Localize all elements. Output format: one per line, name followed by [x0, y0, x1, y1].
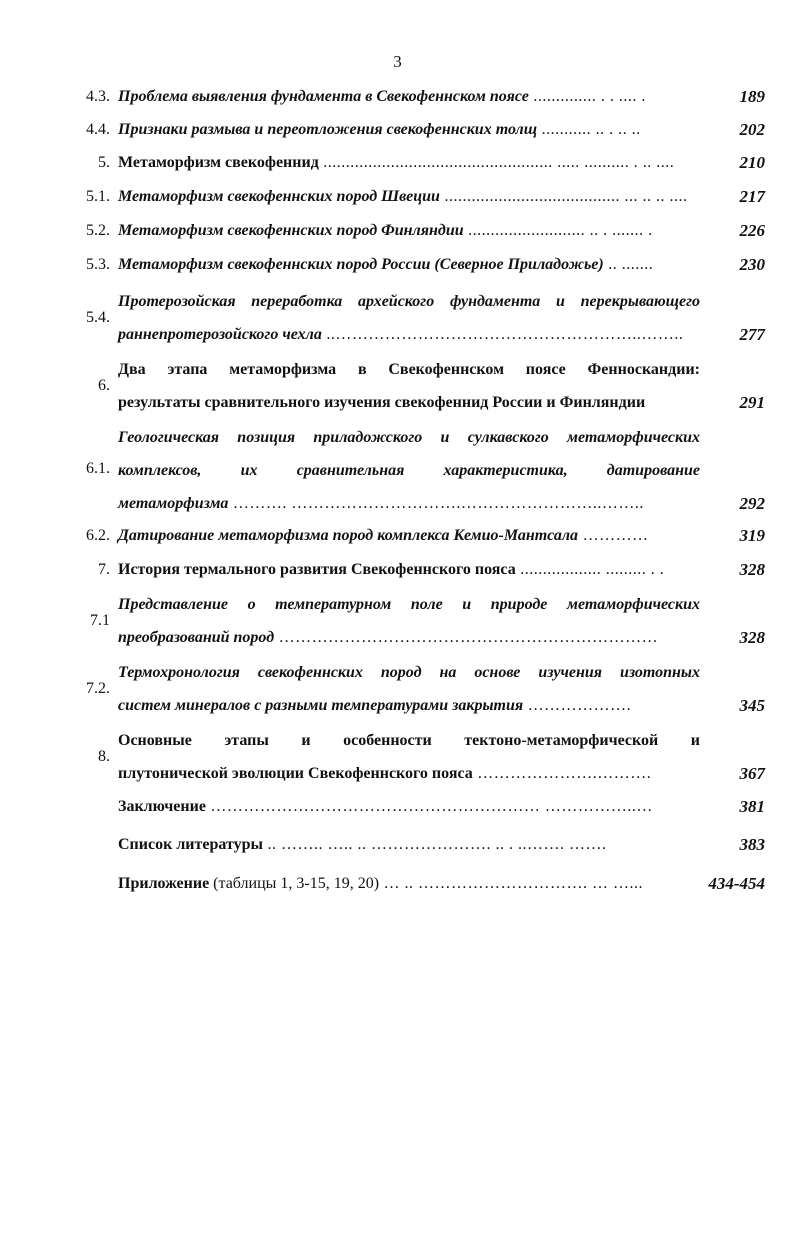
toc-entry-page: 345 — [739, 696, 765, 715]
toc-entry-number: 5.1. — [86, 188, 110, 205]
toc-entry-number: 4.4. — [86, 121, 110, 138]
toc-entry-page: 383 — [739, 835, 765, 854]
toc-entry-page: 210 — [739, 153, 765, 172]
toc-entry-title: Метаморфизм свекофеннид ................................................... ..... .......... . .. .... — [118, 154, 675, 171]
toc-entry-number: 7.2. — [86, 680, 110, 697]
toc-entry-number: 6.1. — [86, 460, 110, 477]
toc-entry-title: Геологическая позиция приладожского и сулкавского метаморфических комплексов, их сравнительная характеристика, датирование метаморфизма ………. ………………………….……………………..…….. — [118, 429, 700, 512]
toc-entry-title: Метаморфизм свекофеннских пород Швеции ....................................... ... .. .. .... — [118, 188, 688, 205]
toc-entry-page: 217 — [739, 187, 765, 206]
toc-entry-title: Признаки размыва и переотложения свекофеннских толщ ........... .. . .. .. — [118, 121, 641, 138]
toc-entry-7-1[interactable] — [70, 588, 770, 654]
toc-entry-page: 230 — [739, 255, 765, 274]
toc-entry-title: Основные этапы и особенности тектоно-метаморфической и плутонической эволюции Свекофеннского пояса ………………….………. — [118, 732, 700, 782]
toc-entry-5-4[interactable] — [70, 285, 770, 351]
toc-entry-title: История термального развития Свекофеннского пояса .................. ......... . . — [118, 561, 665, 578]
toc-entry-number: 7.1 — [90, 612, 110, 629]
toc-entry-page: 291 — [739, 393, 765, 412]
toc-entry-title: Протерозойская переработка архейского фундамента и перекрывающего раннепротерозойского чехла ..………………………………………………..…….. — [118, 293, 700, 343]
toc-entry-page: 189 — [739, 87, 765, 106]
toc-entry-page: 434-454 — [708, 874, 765, 893]
toc-entry-page: 328 — [739, 628, 765, 647]
toc-entry-number: 5.2. — [86, 222, 110, 239]
toc-entry-page: 292 — [739, 494, 765, 513]
toc-entry-title: Термохронология свекофеннских пород на основе изучения изотопных систем минералов с разными температурами закрытия ………………. — [118, 664, 700, 714]
toc-entry-title: Два этапа метаморфизма в Свекофеннском поясе Фенноскандии: результаты сравнительного изучения свекофеннид России и Финляндии — [118, 361, 700, 411]
toc-entry-page: 328 — [739, 560, 765, 579]
toc-entry-7-2[interactable] — [70, 656, 770, 722]
toc-entry-title: Датирование метаморфизма пород комплекса Кемио-Мантсала ………… — [118, 527, 649, 544]
toc-entry-6-1[interactable] — [70, 421, 770, 520]
toc-entry-title: Проблема выявления фундамента в Свекофеннском поясе .............. . . .... . — [118, 88, 646, 105]
toc-entry-title: Приложение (таблицы 1, 3-15, 19, 20) … .. …………………………. … …... — [118, 875, 644, 892]
toc-entry-title: Метаморфизм свекофеннских пород Финляндии .......................... .. . ....... . — [118, 222, 653, 239]
toc-entry-number: 4.3. — [86, 88, 110, 105]
toc-entry-page: 226 — [739, 221, 765, 240]
toc-entry-page: 277 — [739, 325, 765, 344]
toc-entry-page: 319 — [739, 526, 765, 545]
toc-entry-number: 6.2. — [86, 527, 110, 544]
toc-entry-8[interactable] — [70, 724, 770, 790]
toc-entry-number: 8. — [98, 748, 110, 765]
toc-entry-page: 381 — [739, 797, 765, 816]
toc-entry-page: 367 — [739, 764, 765, 783]
toc-entry-number: 5. — [98, 154, 110, 171]
toc-entry-number: 5.4. — [86, 309, 110, 326]
toc-entry-number: 7. — [98, 561, 110, 578]
toc-entry-6[interactable] — [70, 353, 770, 419]
toc-entry-page: 202 — [739, 120, 765, 139]
toc-entry-title: Заключение …………………………………………………… ……………..… — [118, 798, 653, 815]
toc-entry-number: 5.3. — [86, 256, 110, 273]
toc-entry-title: Представление о температурном поле и природе метаморфических преобразований пород …………………………………………………………… — [118, 596, 700, 646]
toc-entry-title: Метаморфизм свекофеннских пород России (Северное Приладожье) .. ....... — [118, 256, 654, 273]
page-number: 3 — [393, 52, 402, 71]
toc-entry-number: 6. — [98, 377, 110, 394]
toc-entry-title: Список литературы .. …….. ….. .. …………………. .. . ..……. ……. — [118, 836, 607, 853]
